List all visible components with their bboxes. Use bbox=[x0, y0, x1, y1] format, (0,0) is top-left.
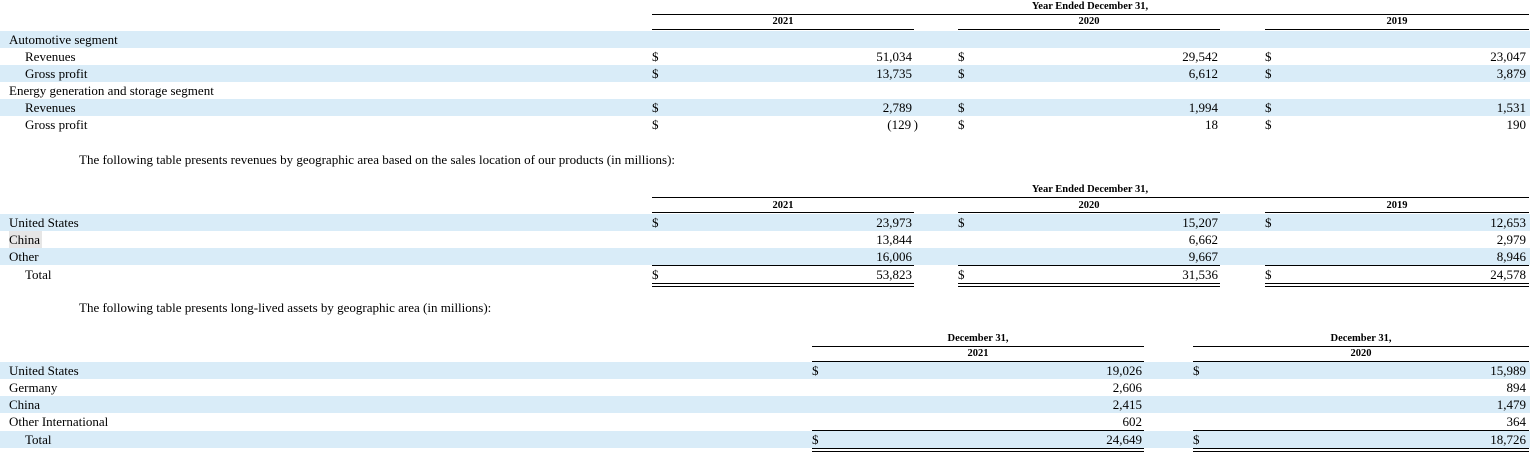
table-cell: (129 ) bbox=[887, 117, 918, 132]
table-cell: 894 bbox=[1506, 380, 1526, 395]
header-rule bbox=[1265, 29, 1529, 30]
table-cell: 2,415 bbox=[1112, 397, 1142, 412]
currency-symbol: $ bbox=[1265, 49, 1272, 64]
currency-symbol: $ bbox=[958, 117, 965, 132]
currency-symbol: $ bbox=[1265, 66, 1272, 81]
currency-symbol: $ bbox=[1265, 100, 1272, 115]
table-row-label: Revenues bbox=[25, 100, 76, 115]
table-cell: 18 bbox=[1205, 117, 1218, 132]
header-rule bbox=[652, 212, 914, 213]
table-cell: 3,879 bbox=[1496, 66, 1526, 81]
table-cell: 53,823 bbox=[876, 267, 912, 282]
table-cell: 1,994 bbox=[1188, 100, 1218, 115]
geo-group-header: Year Ended December 31, bbox=[1031, 184, 1149, 195]
geo-year-2021: 2021 bbox=[772, 200, 794, 211]
table-row-label: Gross profit bbox=[25, 66, 88, 81]
header-rule bbox=[652, 29, 914, 30]
table-cell: 31,536 bbox=[1182, 267, 1218, 282]
currency-symbol: $ bbox=[652, 215, 659, 230]
table-cell: 6,662 bbox=[1188, 232, 1218, 247]
table-row-label: Other bbox=[9, 249, 39, 264]
table-cell: 9,667 bbox=[1188, 249, 1218, 264]
segment-year-2021: 2021 bbox=[772, 16, 794, 27]
col-header-2021-line1: December 31, bbox=[947, 333, 1009, 344]
table-cell: 8,946 bbox=[1496, 249, 1526, 264]
table-cell: 13,735 bbox=[876, 66, 912, 81]
currency-symbol: $ bbox=[1265, 117, 1272, 132]
geo-year-2020: 2020 bbox=[1078, 200, 1100, 211]
total-double-rule bbox=[958, 283, 1220, 287]
header-rule bbox=[652, 197, 1529, 198]
total-double-rule bbox=[652, 283, 914, 287]
intro-long-lived: The following table presents long-lived assets by geographic area (in millions): bbox=[79, 300, 492, 315]
segment-group-header: Year Ended December 31, bbox=[1031, 1, 1149, 12]
segment-year-2020: 2020 bbox=[1078, 16, 1100, 27]
table-row-label: Automotive segment bbox=[9, 32, 118, 47]
table-cell: 18,726 bbox=[1490, 432, 1526, 447]
currency-symbol: $ bbox=[1265, 215, 1272, 230]
currency-symbol: $ bbox=[958, 66, 965, 81]
table-row-label: Revenues bbox=[25, 49, 76, 64]
table-row-label: Energy generation and storage segment bbox=[9, 83, 214, 98]
col-header-2021-line2: 2021 bbox=[967, 348, 989, 359]
total-double-rule bbox=[1265, 283, 1529, 287]
table-cell: 12,653 bbox=[1490, 215, 1526, 230]
currency-symbol: $ bbox=[652, 66, 659, 81]
row-band bbox=[0, 431, 1530, 448]
currency-symbol: $ bbox=[812, 432, 819, 447]
currency-symbol: $ bbox=[652, 100, 659, 115]
table-cell: 51,034 bbox=[876, 49, 912, 64]
table-cell: 23,973 bbox=[876, 215, 912, 230]
table-cell: 6,612 bbox=[1188, 66, 1218, 81]
currency-symbol: $ bbox=[958, 267, 965, 282]
table-cell: 24,649 bbox=[1106, 432, 1142, 447]
table-cell: 190 bbox=[1506, 117, 1526, 132]
currency-symbol: $ bbox=[958, 215, 965, 230]
header-rule bbox=[958, 212, 1220, 213]
currency-symbol: $ bbox=[1265, 267, 1272, 282]
table-cell: 602 bbox=[1122, 414, 1142, 429]
table-cell: 16,006 bbox=[876, 249, 912, 264]
table-row-label: Germany bbox=[9, 380, 58, 395]
table-cell: 24,578 bbox=[1490, 267, 1526, 282]
table-cell: 15,989 bbox=[1490, 363, 1526, 378]
row-band bbox=[0, 396, 1530, 413]
table-row-label: China bbox=[9, 397, 41, 412]
table-cell: 1,531 bbox=[1496, 100, 1526, 115]
table-cell: 15,207 bbox=[1182, 215, 1218, 230]
col-header-2020-line1: December 31, bbox=[1330, 333, 1392, 344]
table-row-label: Total bbox=[25, 267, 52, 282]
currency-symbol: $ bbox=[812, 363, 819, 378]
geo-year-2019: 2019 bbox=[1386, 200, 1408, 211]
currency-symbol: $ bbox=[1193, 432, 1200, 447]
segment-year-2019: 2019 bbox=[1386, 16, 1408, 27]
row-band bbox=[0, 362, 1530, 379]
table-cell: 2,789 bbox=[882, 100, 912, 115]
row-band bbox=[0, 31, 1530, 48]
table-row-label: Gross profit bbox=[25, 117, 88, 132]
table-cell: 23,047 bbox=[1490, 49, 1526, 64]
currency-symbol: $ bbox=[958, 49, 965, 64]
table-cell: 2,979 bbox=[1496, 232, 1526, 247]
table-row-label: United States bbox=[9, 215, 79, 230]
header-rule bbox=[958, 29, 1220, 30]
table-row-label: Total bbox=[25, 432, 52, 447]
table-row-label: Other International bbox=[9, 414, 109, 429]
table-cell: 364 bbox=[1506, 414, 1526, 429]
table-cell: 19,026 bbox=[1106, 363, 1142, 378]
currency-symbol: $ bbox=[652, 267, 659, 282]
header-rule bbox=[1265, 212, 1529, 213]
table-row-label: China bbox=[9, 232, 41, 247]
currency-symbol: $ bbox=[652, 49, 659, 64]
total-double-rule bbox=[1193, 448, 1529, 452]
currency-symbol: $ bbox=[1193, 363, 1200, 378]
total-double-rule bbox=[812, 448, 1144, 452]
col-header-2020-line2: 2020 bbox=[1350, 348, 1372, 359]
currency-symbol: $ bbox=[958, 100, 965, 115]
table-cell: 13,844 bbox=[876, 232, 912, 247]
table-cell: 1,479 bbox=[1496, 397, 1526, 412]
table-cell: 2,606 bbox=[1112, 380, 1142, 395]
table-cell: 29,542 bbox=[1182, 49, 1218, 64]
intro-geo-revenue: The following table presents revenues by geographic area based on the sales location of our products (in millions): bbox=[79, 152, 676, 167]
table-row-label: United States bbox=[9, 363, 79, 378]
currency-symbol: $ bbox=[652, 117, 659, 132]
